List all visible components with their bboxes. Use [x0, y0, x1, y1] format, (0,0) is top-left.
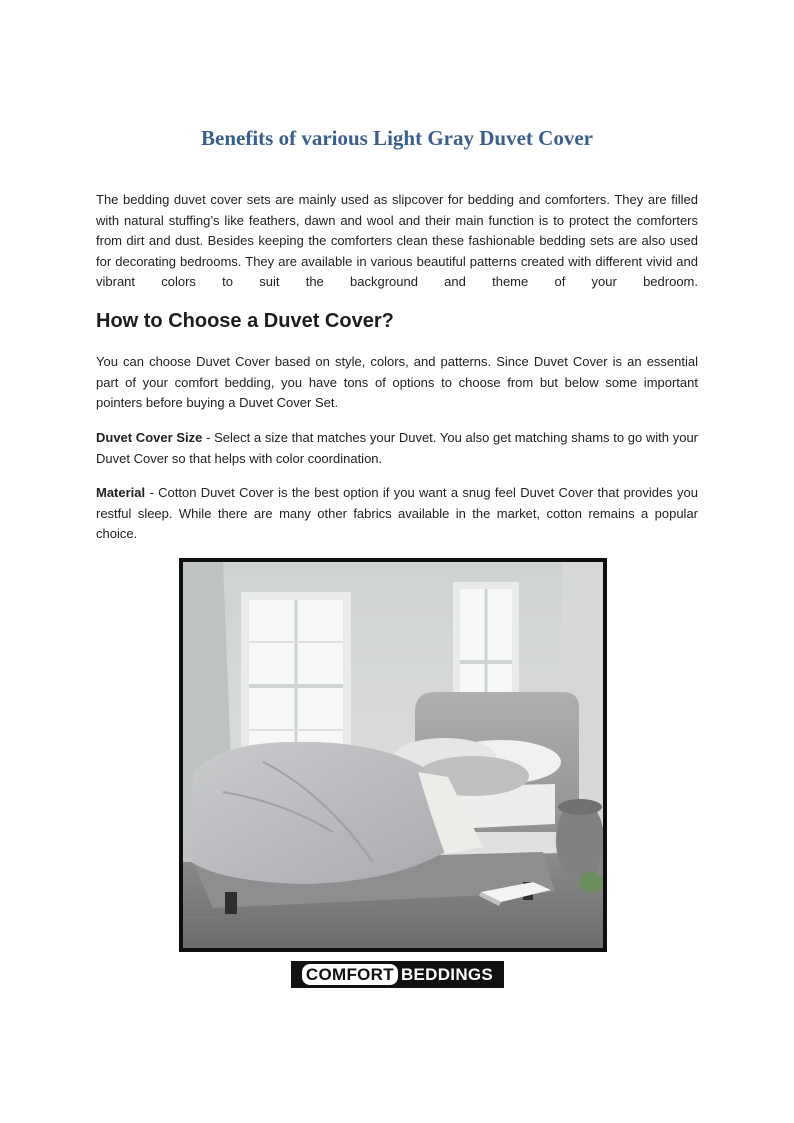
logo-word-comfort: COMFORT — [302, 964, 398, 985]
material-lead: Material — [96, 485, 146, 500]
duvet-size-lead: Duvet Cover Size — [96, 430, 203, 445]
material-text: - Cotton Duvet Cover is the best option if you want a snug feel Duvet Cover that provides you restful sleep. While there are many other fabrics available in the market, cotton remains a popular choice. — [96, 485, 698, 542]
logo-word-beddings: BEDDINGS — [400, 965, 494, 984]
duvet-size-text: - Select a size that matches your Duvet. You also get matching shams to go with your Duvet Cover so that helps with color coordination. — [96, 430, 698, 466]
duvet-size-paragraph — [96, 428, 698, 469]
intro-paragraph: The bedding duvet cover sets are mainly used as slipcover for bedding and comforters. They are filled with natural stuffing’s like feathers, dawn and wool and their main function is to protect the comforters from dirt and dust. Besides keeping the comforters clean these fashionable bedding sets are also used for decorating bedrooms. They are available in various beautiful patterns created with different vivid and vibrant colors to suit the background and theme of your bedroom. — [96, 192, 698, 290]
section-heading: How to Choose a Duvet Cover? — [96, 310, 394, 332]
choose-paragraph: You can choose Duvet Cover based on style, colors, and patterns. Since Duvet Cover is an essential part of your comfort bedding, you have tons of options to choose from but below some important pointers before buying a Duvet Cover Set. — [96, 354, 698, 411]
bedroom-photo — [179, 558, 607, 952]
page-title: Benefits of various Light Gray Duvet Cover — [201, 126, 593, 150]
material-paragraph — [96, 483, 698, 545]
comfort-beddings-logo — [291, 961, 504, 988]
